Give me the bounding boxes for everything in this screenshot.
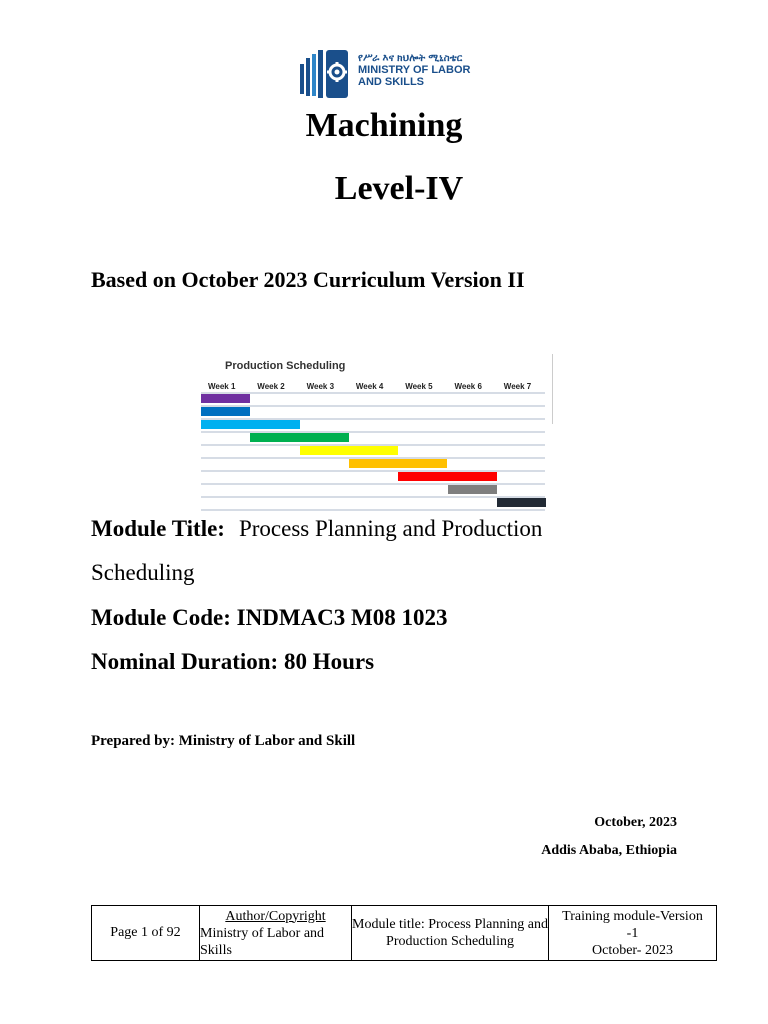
gantt-week-label: Week 3 [306, 382, 335, 391]
logo-amharic-text: የሥራ እና ክህሎት ሚኒስቴር [358, 53, 463, 64]
prepared-by: Prepared by: Ministry of Labor and Skill [91, 733, 356, 749]
gantt-task-bar [448, 485, 497, 494]
document-title: Machining [305, 107, 463, 144]
footer-version-line-2: -1 [626, 925, 639, 941]
gantt-task-bar [250, 433, 349, 442]
module-title-line [91, 516, 542, 542]
gantt-title: Production Scheduling [225, 360, 346, 372]
gantt-task-bar [201, 420, 300, 429]
level-title: Level-IV [334, 170, 464, 207]
gantt-task-bar [398, 472, 497, 481]
gantt-week-label: Week 1 [208, 382, 236, 391]
nominal-duration: Nominal Duration: 80 Hours [91, 649, 375, 674]
gantt-task-bar [300, 446, 399, 455]
gantt-grid-line [201, 405, 545, 407]
footer-author-value: Ministry of Labor and Skills [200, 925, 325, 958]
gantt-week-label: Week 5 [405, 382, 433, 391]
gantt-task-bar [201, 407, 250, 416]
gantt-week-label: Week 7 [503, 382, 532, 391]
gantt-frame-line [552, 354, 553, 424]
production-scheduling-gantt-image [193, 354, 555, 508]
curriculum-version: Based on October 2023 Curriculum Version II [91, 267, 525, 292]
footer-version-line-1: Training module-Version [562, 908, 703, 924]
publication-date: October, 2023 [594, 815, 677, 830]
module-code: Module Code: INDMAC3 M08 1023 [91, 605, 448, 630]
footer-module-title: Module title: Process Planning and Production Scheduling [352, 906, 549, 961]
gantt-week-label: Week 6 [454, 382, 482, 391]
footer-table [91, 905, 717, 961]
ministry-logo-text [358, 53, 470, 88]
module-title-value-continued: Scheduling [91, 560, 195, 585]
module-title-value: Process Planning and Production [238, 516, 543, 541]
ministry-logo [300, 46, 475, 104]
footer-version-line-3: October- 2023 [592, 942, 673, 958]
footer-author-label: Author/Copyright [225, 908, 326, 924]
gantt-task-bar [497, 498, 546, 507]
gantt-task-bar [201, 394, 250, 403]
footer-row [92, 906, 717, 961]
gantt-task-bar [349, 459, 448, 468]
gantt-grid-line [201, 392, 545, 394]
logo-line-1: MINISTRY OF LABOR [358, 64, 471, 76]
publication-place: Addis Ababa, Ethiopia [541, 843, 677, 858]
logo-line-2: AND SKILLS [358, 76, 424, 88]
gantt-week-label: Week 4 [355, 382, 384, 391]
gantt-grid-line [201, 509, 545, 511]
module-title-label: Module Title: [91, 516, 225, 541]
footer-page-number: Page 1 of 92 [92, 906, 200, 961]
gantt-grid-line [201, 496, 545, 498]
ministry-logo-icon [300, 48, 356, 102]
footer-author-cell [200, 906, 352, 961]
gantt-week-label: Week 2 [257, 382, 285, 391]
footer-version-cell [549, 906, 717, 961]
